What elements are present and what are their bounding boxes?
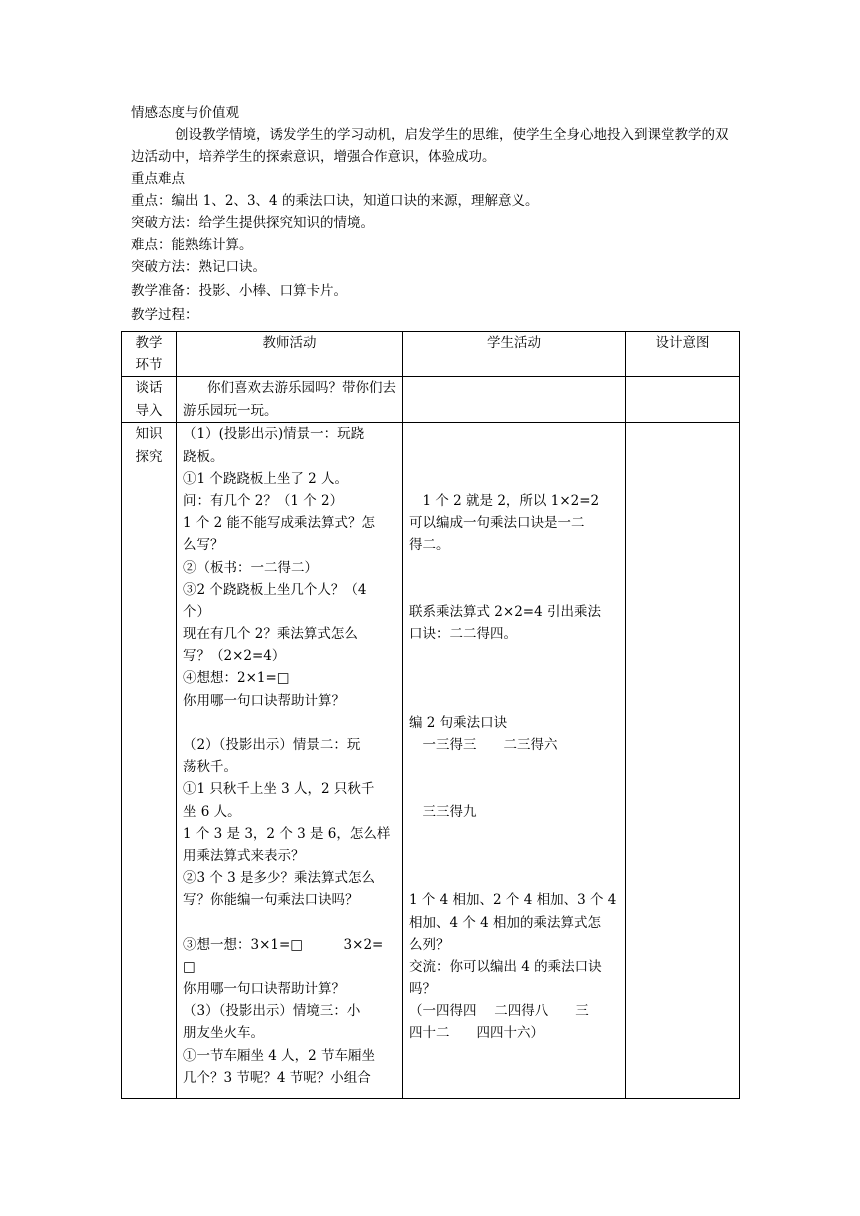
cell-line (409, 845, 619, 867)
row1-stage (122, 377, 177, 423)
cell-line: 1 个 4 相加、2 个 4 相加、3 个 4 (409, 892, 617, 909)
cell-line: 一三得三 二三得六 (409, 737, 558, 754)
cell-line (409, 1067, 619, 1089)
cell-line (409, 423, 619, 445)
cell-line: 编 2 句乘法口诀 (409, 714, 508, 731)
cell-line: ③想一想：3×1=□ 3×2= (183, 936, 384, 953)
cell-line: 写？（2×2=4） (183, 648, 286, 665)
cell-line: ①1 个跷跷板上坐了 2 人。 (183, 470, 349, 487)
row2-stage (122, 423, 177, 1099)
cell-line: 么列？ (409, 936, 450, 953)
cell-line: 问：有几个 2？（1 个 2） (183, 492, 344, 509)
cell-line: 写？你能编一句乘法口诀吗？ (183, 892, 359, 909)
row2-student-lines (403, 423, 625, 1089)
cell-line (409, 867, 619, 889)
cell-line: ④想想：2×1=□ (183, 670, 290, 687)
header-stage (122, 332, 177, 377)
cell-line: □ (183, 958, 196, 975)
cell-line: 口诀：二二得四。 (409, 626, 517, 643)
values-paragraph: 创设教学情境，诱发学生的学习动机，启发学生的思维，使学生全身心地投入到课堂教学的双边活动中，培养学生的探索意识，增强合作意识，体验成功。 (131, 127, 729, 165)
cell-line: 联系乘法算式 2×2=4 引出乘法 (409, 603, 601, 620)
cell-line: 交流：你可以编出 4 的乘法口诀 (409, 958, 602, 975)
cell-line (409, 446, 619, 468)
breakthrough-method-1: 突破方法：给学生提供探究知识的情境。 (131, 215, 374, 231)
cell-line (409, 468, 619, 490)
cell-line: 荡秋千。 (183, 759, 237, 776)
cell-line (409, 778, 619, 800)
cell-line (409, 1045, 619, 1067)
header-student: 学生活动 (403, 332, 626, 377)
row2-design (626, 423, 740, 1099)
row2-student (403, 423, 626, 1099)
row1-design (626, 377, 740, 423)
row2-teacher-lines (177, 423, 402, 1089)
row2-stage-line1: 知识 (135, 426, 163, 443)
cell-line: ②（板书：一二得二） (183, 559, 318, 576)
cell-line (409, 667, 619, 689)
cell-line (183, 712, 396, 734)
cell-line: 朋友坐火车。 (183, 1025, 264, 1042)
header-design: 设计意图 (626, 332, 740, 377)
row2-stage-line2: 探究 (135, 448, 163, 465)
row1-teacher-text: 你们喜欢去游乐园吗？带你们去游乐园玩一玩。 (183, 380, 396, 419)
cell-line: 你用哪一句口诀帮助计算？ (183, 692, 345, 709)
cell-line: ②3 个 3 是多少？乘法算式怎么 (183, 870, 376, 887)
cell-line: 四十二 四四十六） (409, 1025, 544, 1042)
cell-line: 1 个 2 能不能写成乘法算式？怎 (183, 515, 376, 532)
cell-line: （2）（投影出示）情景二：玩 (183, 737, 361, 754)
cell-line: 么写？ (183, 537, 224, 554)
heading-key-points: 重点难点 (131, 171, 185, 187)
row1-student (403, 377, 626, 423)
row2-teacher (177, 423, 403, 1099)
table-row (122, 377, 740, 423)
cell-line: 相加、4 个 4 相加的乘法算式怎 (409, 914, 602, 931)
cell-line (409, 756, 619, 778)
cell-line: ①1 只秋千上坐 3 人，2 只秋千 (183, 781, 375, 798)
difficulty: 难点：能熟练计算。 (131, 237, 253, 253)
row1-teacher (177, 377, 403, 423)
table-header-row (122, 332, 740, 377)
cell-line: ①一节车厢坐 4 人，2 节车厢坐 (183, 1047, 376, 1064)
teaching-process-label: 教学过程： (131, 307, 199, 323)
cell-line: （1）(投影出示)情景一：玩跷 (183, 426, 365, 443)
cell-line: 吗？ (409, 981, 436, 998)
cell-line: 几个？3 节呢？4 节呢？小组合 (183, 1069, 371, 1086)
cell-line: 1 个 2 就是 2，所以 1×2=2 (409, 492, 600, 509)
teaching-preparation: 教学准备：投影、小棒、口算卡片。 (131, 283, 347, 299)
cell-line (183, 912, 396, 934)
cell-line: 得二。 (409, 537, 450, 554)
cell-line (409, 557, 619, 579)
cell-line: ③2 个跷跷板上坐几个人？（4 (183, 581, 367, 598)
row1-stage-line2: 导入 (135, 402, 163, 419)
cell-line: 现在有几个 2？乘法算式怎么 (183, 626, 358, 643)
cell-line (409, 690, 619, 712)
cell-line (409, 645, 619, 667)
cell-line: （3）（投影出示）情境三：小 (183, 1003, 361, 1020)
row1-stage-line1: 谈话 (135, 380, 163, 397)
cell-line: 三三得九 (409, 803, 477, 820)
cell-line: 个） (183, 603, 210, 620)
cell-line: 跷板。 (183, 448, 224, 465)
breakthrough-method-2: 突破方法：熟记口诀。 (131, 259, 266, 275)
lesson-plan-table (121, 331, 740, 1099)
header-stage-line1: 教学 (135, 335, 163, 351)
cell-line: （一四得四 二四得八 三 (409, 1003, 589, 1020)
cell-line: 坐 6 人。 (183, 803, 241, 820)
cell-line: 1 个 3 是 3，2 个 3 是 6，怎么样 (183, 825, 391, 842)
key-point: 重点：编出 1、2、3、4 的乘法口诀，知道口诀的来源，理解意义。 (131, 193, 539, 209)
heading-values: 情感态度与价值观 (131, 105, 239, 121)
header-stage-line2: 环节 (135, 357, 163, 374)
cell-line: 你用哪一句口诀帮助计算？ (183, 981, 345, 998)
cell-line: 用乘法算式来表示？ (183, 847, 305, 864)
cell-line (409, 823, 619, 845)
cell-line: 可以编成一句乘法口诀是一二 (409, 515, 585, 532)
table-row (122, 423, 740, 1099)
header-teacher: 教师活动 (177, 332, 403, 377)
cell-line (409, 579, 619, 601)
